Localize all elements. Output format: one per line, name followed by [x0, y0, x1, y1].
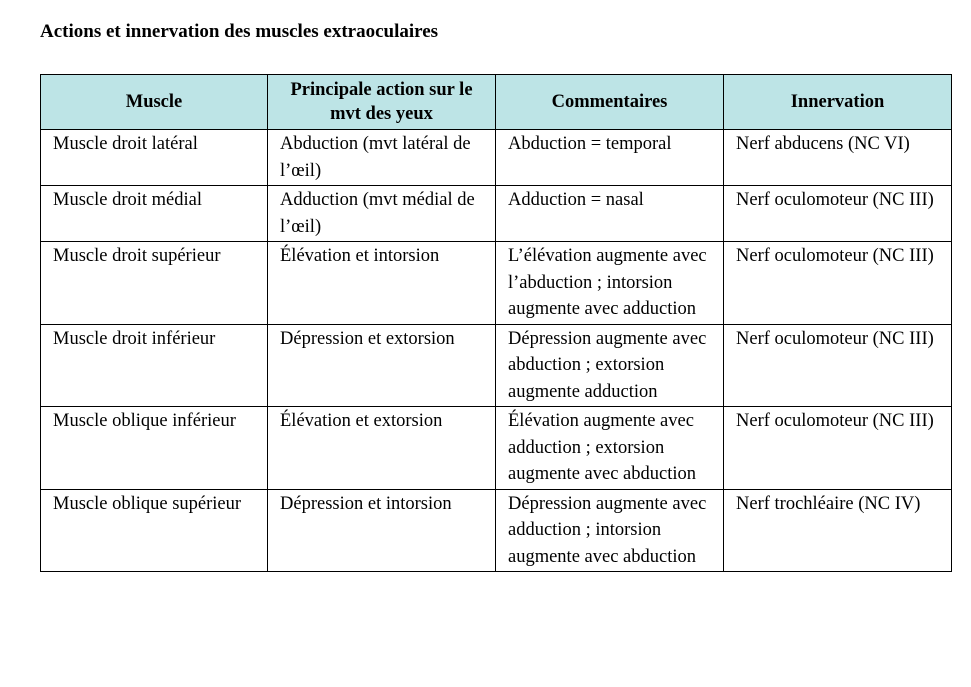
- cell-comment: Élévation augmente avec adduction ; extorsion augmente avec abduction: [496, 407, 724, 490]
- cell-comment: Dépression augmente avec abduction ; extorsion augmente adduction: [496, 324, 724, 407]
- cell-action: Abduction (mvt latéral de l’œil): [268, 130, 496, 186]
- cell-innervation: Nerf oculomoteur (NC III): [724, 324, 952, 407]
- header-innervation: Innervation: [724, 75, 952, 130]
- header-comments: Commentaires: [496, 75, 724, 130]
- cell-muscle: Muscle droit inférieur: [41, 324, 268, 407]
- table-row: [41, 324, 952, 407]
- muscle-table: [40, 74, 952, 572]
- cell-comment: Dépression augmente avec adduction ; intorsion augmente avec abduction: [496, 489, 724, 572]
- cell-action: Adduction (mvt médial de l’œil): [268, 186, 496, 242]
- cell-action: Dépression et intorsion: [268, 489, 496, 572]
- cell-comment: Adduction = nasal: [496, 186, 724, 242]
- cell-innervation: Nerf oculomoteur (NC III): [724, 186, 952, 242]
- cell-muscle: Muscle droit médial: [41, 186, 268, 242]
- header-row: [41, 75, 952, 130]
- cell-comment: L’élévation augmente avec l’abduction ; intorsion augmente avec adduction: [496, 242, 724, 325]
- table-row: [41, 489, 952, 572]
- cell-comment: Abduction = temporal: [496, 130, 724, 186]
- cell-innervation: Nerf trochléaire (NC IV): [724, 489, 952, 572]
- header-principal-action: Principale action sur le mvt des yeux: [268, 75, 496, 130]
- cell-muscle: Muscle droit latéral: [41, 130, 268, 186]
- cell-action: Élévation et extorsion: [268, 407, 496, 490]
- cell-muscle: Muscle oblique supérieur: [41, 489, 268, 572]
- cell-muscle: Muscle oblique inférieur: [41, 407, 268, 490]
- cell-innervation: Nerf abducens (NC VI): [724, 130, 952, 186]
- cell-muscle: Muscle droit supérieur: [41, 242, 268, 325]
- document-title: Actions et innervation des muscles extraoculaires: [40, 21, 439, 42]
- header-muscle: Muscle: [41, 75, 268, 130]
- cell-innervation: Nerf oculomoteur (NC III): [724, 407, 952, 490]
- table-row: [41, 186, 952, 242]
- cell-action: Élévation et intorsion: [268, 242, 496, 325]
- table-row: [41, 242, 952, 325]
- table-body: [41, 130, 952, 572]
- table-header: [41, 75, 952, 130]
- cell-action: Dépression et extorsion: [268, 324, 496, 407]
- table-row: [41, 407, 952, 490]
- cell-innervation: Nerf oculomoteur (NC III): [724, 242, 952, 325]
- table-row: [41, 130, 952, 186]
